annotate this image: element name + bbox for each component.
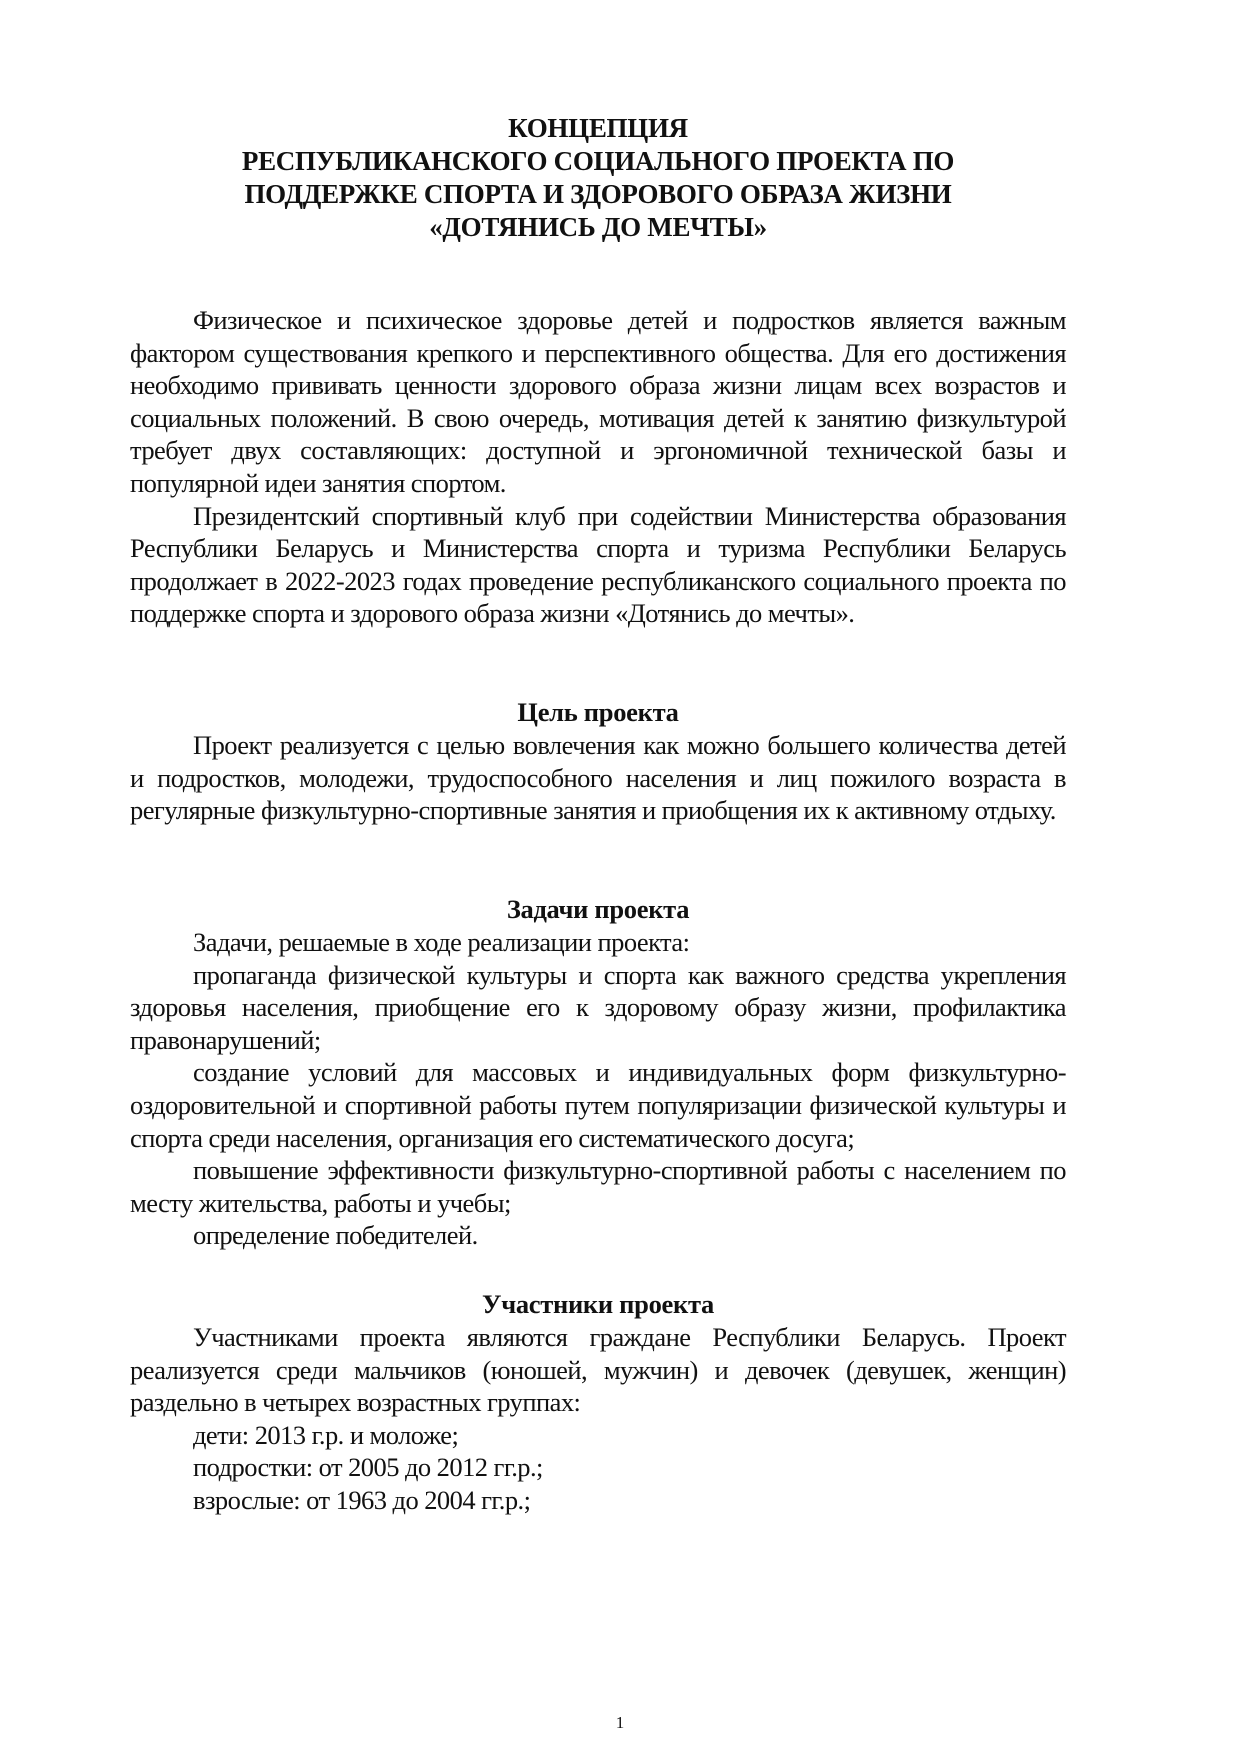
participants-paragraph: Участниками проекта являются граждане Республики Беларусь. Проект реализуется среди мальчиков (юношей, мужчин) и девочек (девушек, женщин) раздельно в четырех возрастных группах:	[130, 1322, 1066, 1418]
title-line: РЕСПУБЛИКАНСКОГО СОЦИАЛЬНОГО ПРОЕКТА ПО	[241, 146, 955, 176]
task-item: пропаганда физической культуры и спорта как важного средства укрепления здоровья населения, приобщение его к здоровому образу жизни, профилактика правонарушений;	[130, 959, 1066, 1055]
task-item: повышение эффективности физкультурно-спортивной работы с населением по месту жительства, работы и учебы;	[130, 1155, 1066, 1218]
tasks-section	[130, 926, 1066, 1252]
goal-paragraph: Проект реализуется с целью вовлечения как можно большего количества детей и подростков, молодежи, трудоспособного населения и лиц пожилого возраста в регулярные физкультурно-спортивные занятия и приобщения их к активному отдыху.	[130, 730, 1066, 826]
tasks-intro: Задачи, решаемые в ходе реализации проекта:	[193, 927, 690, 957]
page-number: 1	[615, 1713, 625, 1732]
task-item: создание условий для массовых и индивидуальных форм физкультурно-оздоровительной и спортивной работы путем популяризации физической культуры и спорта среди населения, организация его систематического досуга;	[130, 1057, 1066, 1153]
age-group-item: дети: 2013 г.р. и моложе;	[193, 1419, 459, 1450]
section-heading-tasks: Задачи проекта	[506, 894, 690, 924]
goal-section	[130, 729, 1066, 827]
title-line: ПОДДЕРЖКЕ СПОРТА И ЗДОРОВОГО ОБРАЗА ЖИЗНИ	[244, 179, 952, 209]
task-item: определение победителей.	[193, 1220, 478, 1251]
age-group-item: взрослые: от 1963 до 2004 гг.р.;	[193, 1484, 531, 1515]
title-line: КОНЦЕПЦИЯ	[508, 113, 688, 143]
age-group-item: подростки: от 2005 до 2012 гг.р.;	[193, 1452, 543, 1483]
intro-paragraph: Физическое и психическое здоровье детей и подростков является важным фактором существования крепкого и перспективного общества. Для его достижения необходимо прививать ценности здорового образа жизни лицам всех возрастов и социальных положений. В свою очередь, мотивация детей к занятию физкультурой требует двух составляющих: доступной и эргономичной технической базы и популярной идеи занятия спортом.	[130, 305, 1066, 498]
section-heading-goal: Цель проекта	[517, 697, 679, 727]
intro-paragraph: Президентский спортивный клуб при содействии Министерства образования Республики Беларусь и Министерства спорта и туризма Республики Беларусь продолжает в 2022-2023 годах проведение республиканского социального проекта по поддержке спорта и здорового образа жизни «Дотянись до мечты».	[130, 500, 1066, 629]
participants-section	[130, 1321, 1066, 1517]
document-title	[130, 112, 1066, 244]
title-line: «ДОТЯНИСЬ ДО МЕЧТЫ»	[429, 212, 767, 242]
section-heading-participants: Участники проекта	[482, 1289, 714, 1319]
intro-section	[130, 304, 1066, 630]
